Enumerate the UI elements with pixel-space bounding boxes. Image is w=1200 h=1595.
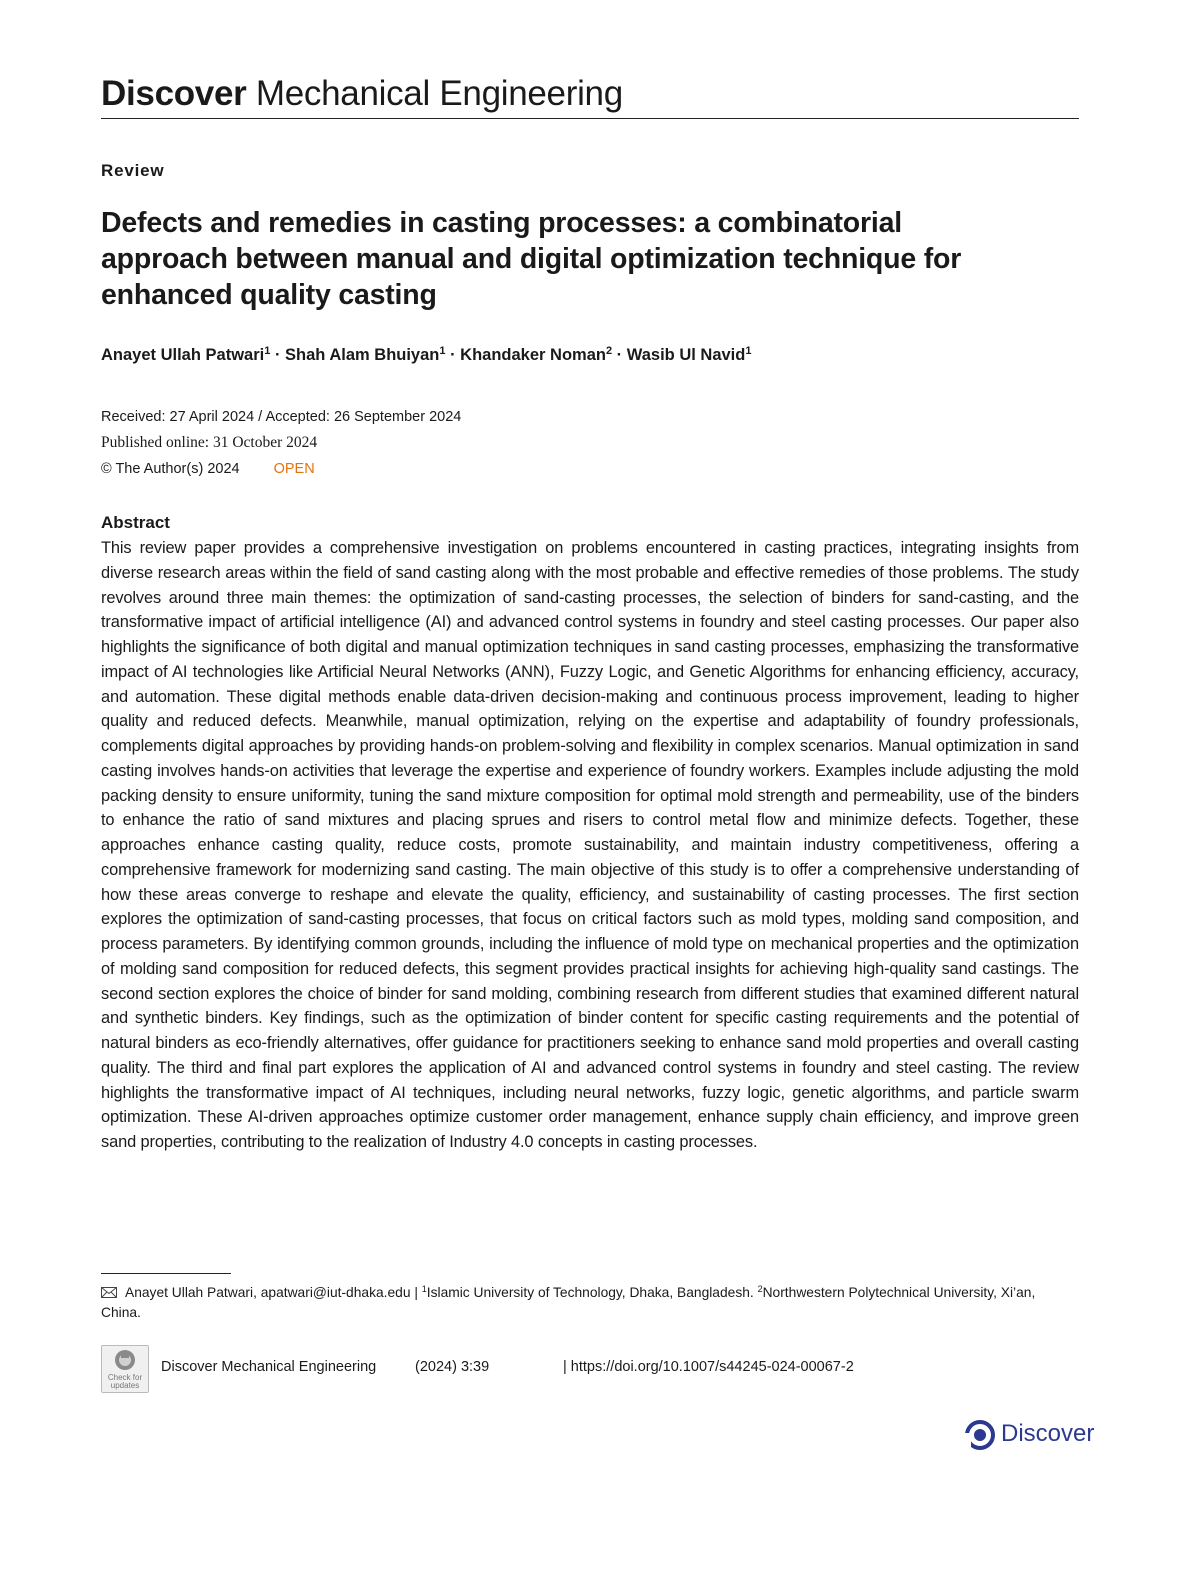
article-title: Defects and remedies in casting processes: a combinatorial approach between manual and digital optimization technique for enhanced quality casting (101, 207, 962, 311)
received-accepted-date: Received: 27 April 2024 / Accepted: 26 September 2024 (101, 409, 462, 425)
affiliation-number: 2 (757, 1284, 763, 1294)
author-affiliation: 2 (605, 345, 613, 357)
affiliation-footnote (101, 1283, 1079, 1323)
copyright-line (101, 456, 461, 482)
footer-journal-name: Discover Mechanical Engineering (161, 1359, 377, 1375)
author-name[interactable]: Shah Alam Bhuiyan (285, 346, 440, 364)
journal-header (101, 74, 1079, 119)
affiliation-2: Northwestern Polytechnical University, Xi’an, China. (101, 1285, 1036, 1320)
footer-volume: (2024) 3:39 (415, 1359, 490, 1375)
article-type: Review (101, 161, 165, 180)
corresponding-author[interactable]: Anayet Ullah Patwari, apatwari@iut-dhaka.edu (125, 1285, 411, 1300)
footnote-separator: | (410, 1285, 422, 1300)
published-date: Published online: 31 October 2024 (101, 434, 318, 451)
author-separator: · (612, 346, 627, 364)
journal-name: Mechanical Engineering (255, 74, 623, 113)
affiliation-number: 1 (421, 1284, 427, 1294)
abstract-section (101, 512, 1079, 1155)
envelope-icon[interactable] (101, 1284, 117, 1295)
abstract-text: This review paper provides a comprehensive investigation on problems encountered in casting practices, integrating insights from diverse research areas within the field of sand casting along with the most probable and effective remedies of those problems. The study revolves around three main themes: the optimization of sand-casting processes, the selection of binders for sand-casting, and the transformative impact of artificial intelligence (AI) and advanced control systems in foundry and steel casting processes. Our paper also highlights the significance of both digital and manual optimization techniques in sand casting processes, emphasizing the transformative impact of AI technologies like Artificial Neural Networks (ANN), Fuzzy Logic, and Genetic Algorithms for enhancing efficiency, accuracy, and automation. These digital methods enable data-driven decision-making and continuous process improvement, leading to higher quality and reduced defects. Meanwhile, manual optimization, relying on the expertise and adaptability of foundry professionals, complements digital approaches by providing hands-on problem-solving and flexibility in complex scenarios. Manual optimization in sand casting involves hands-on activities that leverage the expertise and experience of foundry workers. Examples include adjusting the mold packing density to ensure uniformity, tuning the sand mixture composition for optimal mold strength and permeability, use of the binders to enhance the ratio of sand mixtures and placing sprues and risers to control metal flow and minimize defects. Together, these approaches enhance casting quality, reduce costs, promote sustainability, and maintain industry competitiveness, offering a comprehensive framework for modernizing sand casting. The main objective of this study is to offer a comprehensive understanding of how these areas converge to reshape and elevate the quality, efficiency, and sustainability of casting processes. The first section explores the optimization of sand-casting processes, that focus on critical factors such as mold types, molding sand composition, and process parameters. By identifying common grounds, including the influence of mold type on mechanical properties and the optimization of molding sand composition for reduced defects, this segment provides practical insights for achieving high-quality sand castings. The second section explores the choice of binder for sand molding, combining research from different studies that examined different natural and synthetic binders. Key findings, such as the optimization of binder content for specific casting requirements and the potential of natural binders as eco-friendly alternatives, offer guidance for practitioners seeking to enhance sand mold properties and overall casting quality. The third and final part explores the application of AI and advanced control systems in foundry and steel casting. The review highlights the transformative impact of AI techniques, including neural networks, fuzzy logic, genetic algorithms, and particle swarm optimization. These AI-driven approaches optimize customer order management, enhance supply chain efficiency, and improve green sand properties, contributing to the realization of Industry 4.0 concepts in casting processes. (101, 539, 1079, 1151)
article-dates (101, 404, 461, 482)
author-separator: · (270, 346, 286, 364)
journal-brand: Discover (101, 74, 247, 113)
author-name[interactable]: Wasib Ul Navid (626, 346, 746, 364)
author-name[interactable]: Khandaker Noman (460, 346, 606, 364)
open-access-badge[interactable]: OPEN (273, 461, 315, 477)
crossmark-label: Check for updates (107, 1373, 143, 1390)
check-for-updates-badge[interactable] (101, 1345, 149, 1393)
abstract-heading: Abstract (101, 513, 170, 532)
footnote-divider (101, 1273, 231, 1274)
author-affiliation: 1 (439, 345, 446, 357)
affiliation-1: Islamic University of Technology, Dhaka, Bangladesh. (426, 1285, 758, 1300)
author-affiliation: 1 (745, 345, 752, 357)
author-list (101, 346, 751, 365)
author-name[interactable]: Anayet Ullah Patwari (101, 346, 265, 364)
journal-title (101, 74, 1079, 114)
page-footer (101, 1344, 1079, 1392)
author-affiliation: 1 (264, 345, 271, 357)
author-separator: · (445, 346, 461, 364)
crossmark-icon (102, 1346, 148, 1376)
discover-logo-icon (965, 1420, 995, 1450)
copyright-text: © The Author(s) 2024 (101, 461, 240, 477)
publisher-name: Discover (1001, 1420, 1095, 1447)
footer-doi-link[interactable]: | https://doi.org/10.1007/s44245-024-00067-2 (563, 1359, 854, 1375)
